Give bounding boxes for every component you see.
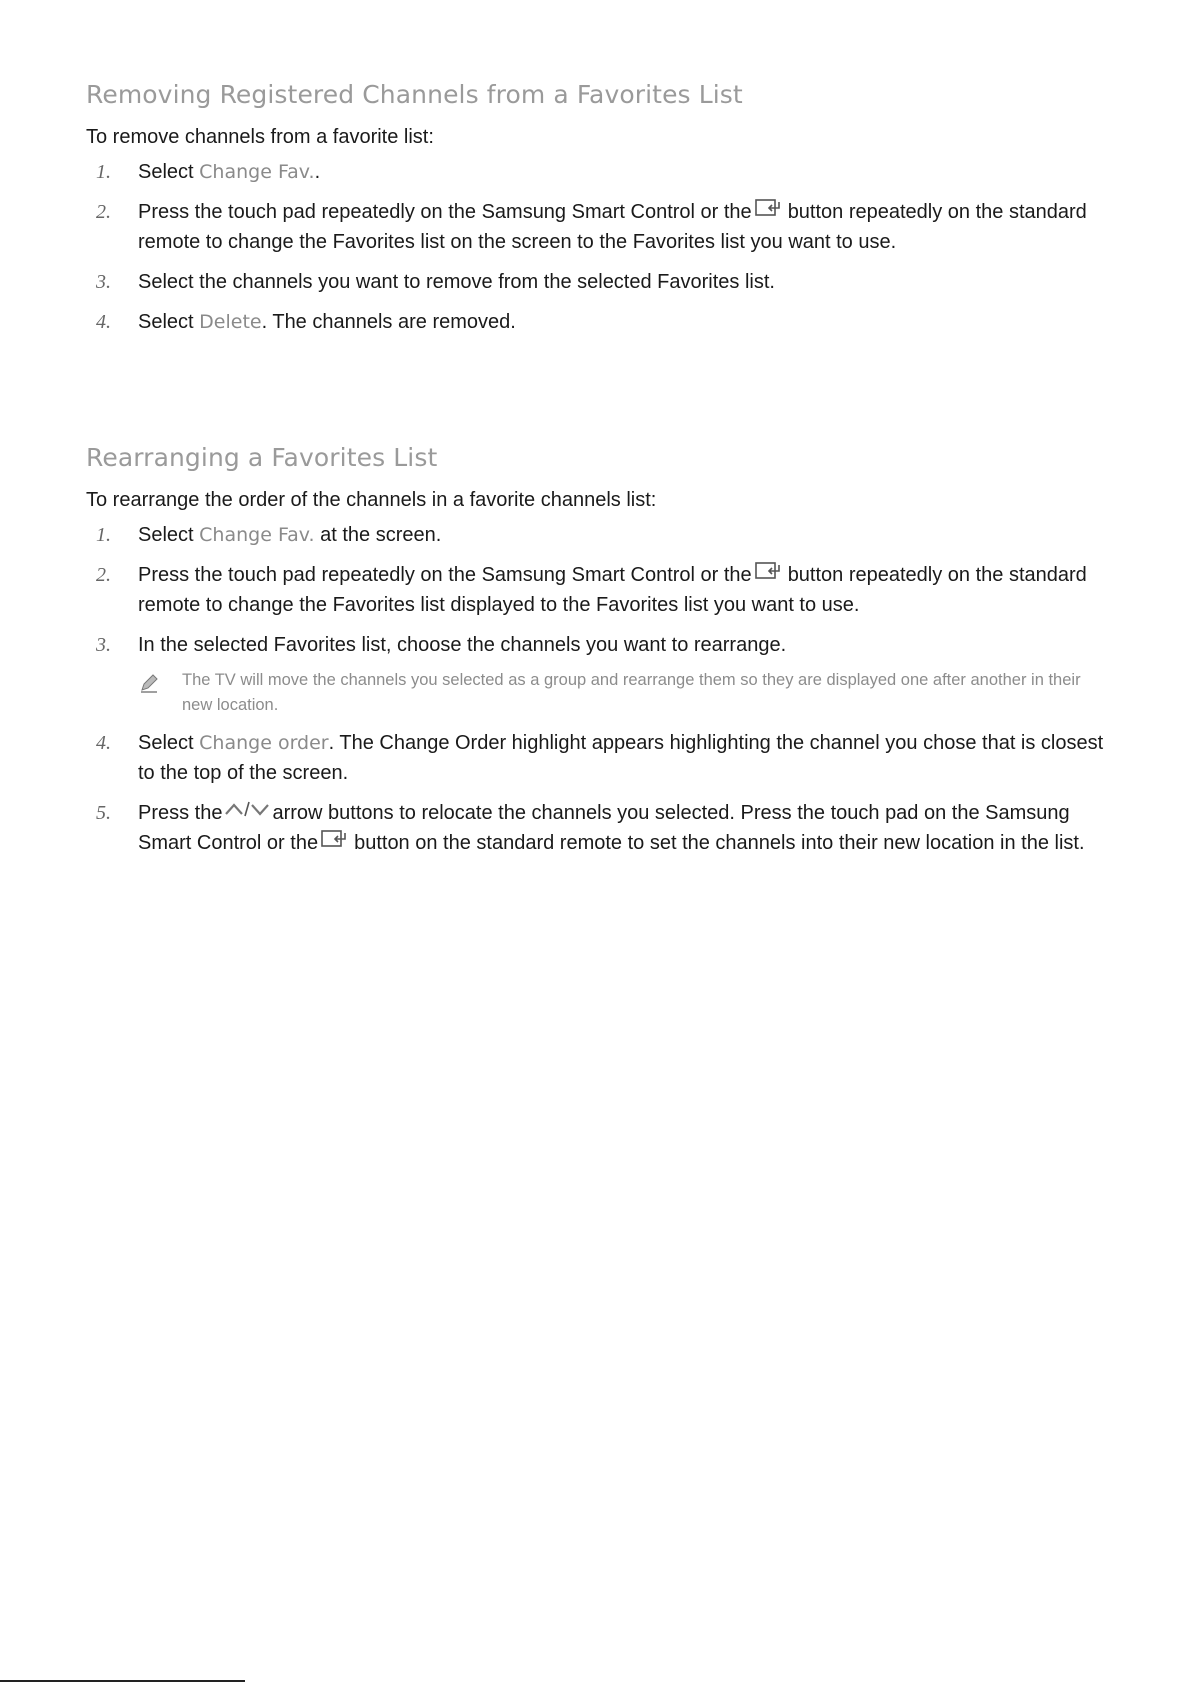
section-intro: To rearrange the order of the channels in a favorite channels list: <box>86 489 657 511</box>
step-text-part: arrow buttons to relocate the channels you selected. Press the touch pad on the Samsung Smart Control or the <box>138 802 1070 854</box>
step-item <box>86 630 1116 660</box>
step-item <box>86 267 1116 297</box>
step-number: 3. <box>96 634 111 656</box>
menu-term: Change Fav. <box>199 524 315 546</box>
step-text <box>138 520 1116 550</box>
pencil-note-icon <box>138 668 182 718</box>
step-text-part: Select <box>138 732 200 754</box>
step-text-part: button repeatedly on the standard remote to change the Favorites list displayed to the Favorites list you want to use. <box>138 564 1087 616</box>
step-item <box>86 798 1116 858</box>
footer-divider <box>0 1680 245 1682</box>
menu-term: Change order <box>199 732 329 754</box>
section-heading: Rearranging a Favorites List <box>86 443 438 472</box>
step-text: In the selected Favorites list, choose the channels you want to rearrange. <box>138 634 787 656</box>
section-heading: Removing Registered Channels from a Favorites List <box>86 80 743 109</box>
enter-button-icon <box>755 196 785 226</box>
section-removing-channels <box>86 80 1116 347</box>
menu-term: Change Fav. <box>199 161 315 183</box>
step-number: 2. <box>96 564 111 586</box>
step-text-part: Select <box>138 524 200 546</box>
step-text <box>138 157 1116 187</box>
step-text-part: . The channels are removed. <box>261 311 516 333</box>
enter-button-icon <box>755 559 785 589</box>
step-text-part: button repeatedly on the standard remote to change the Favorites list on the screen to the Favorites list you want to use. <box>138 201 1087 253</box>
step-text <box>138 728 1116 788</box>
step-item <box>86 307 1116 337</box>
step-text-part: Select <box>138 311 200 333</box>
step-item <box>86 197 1116 257</box>
enter-button-icon <box>321 827 351 857</box>
step-text-part: Press the <box>138 802 223 824</box>
step-text <box>138 197 1116 257</box>
step-item <box>86 728 1116 788</box>
note-text: The TV will move the channels you selected as a group and rearrange them so they are displayed one after another in their new location. <box>182 671 1081 714</box>
step-item <box>86 560 1116 620</box>
step-item <box>86 157 1116 187</box>
step-number: 4. <box>96 732 111 754</box>
steps-list-continued <box>86 728 1116 858</box>
step-text-part: Press the touch pad repeatedly on the Samsung Smart Control or the <box>138 201 752 223</box>
step-text: Select the channels you want to remove from the selected Favorites list. <box>138 271 775 293</box>
step-text-part: at the screen. <box>314 524 442 546</box>
step-text <box>138 798 1116 858</box>
menu-term: Delete <box>199 311 262 333</box>
step-text <box>138 307 1116 337</box>
step-text-part: Select <box>138 161 200 183</box>
step-text-part: Press the touch pad repeatedly on the Samsung Smart Control or the <box>138 564 752 586</box>
step-text <box>138 560 1116 620</box>
step-number: 5. <box>96 802 111 824</box>
step-number: 1. <box>96 524 111 546</box>
step-text-part: button on the standard remote to set the channels into their new location in the list. <box>354 832 1085 854</box>
step-text-part: . The Change Order highlight appears highlighting the channel you chose that is closest to the top of the screen. <box>138 732 1104 784</box>
step-number: 3. <box>96 271 111 293</box>
step-number: 2. <box>96 201 111 223</box>
step-text-part: . <box>314 161 321 183</box>
step-number: 4. <box>96 311 111 333</box>
section-rearranging-list <box>86 443 1116 868</box>
note-box <box>138 668 1116 718</box>
up-down-arrow-icon <box>224 798 270 828</box>
steps-list <box>86 520 1116 660</box>
step-number: 1. <box>96 161 111 183</box>
step-item <box>86 520 1116 550</box>
section-intro: To remove channels from a favorite list: <box>86 126 434 148</box>
steps-list <box>86 157 1116 337</box>
